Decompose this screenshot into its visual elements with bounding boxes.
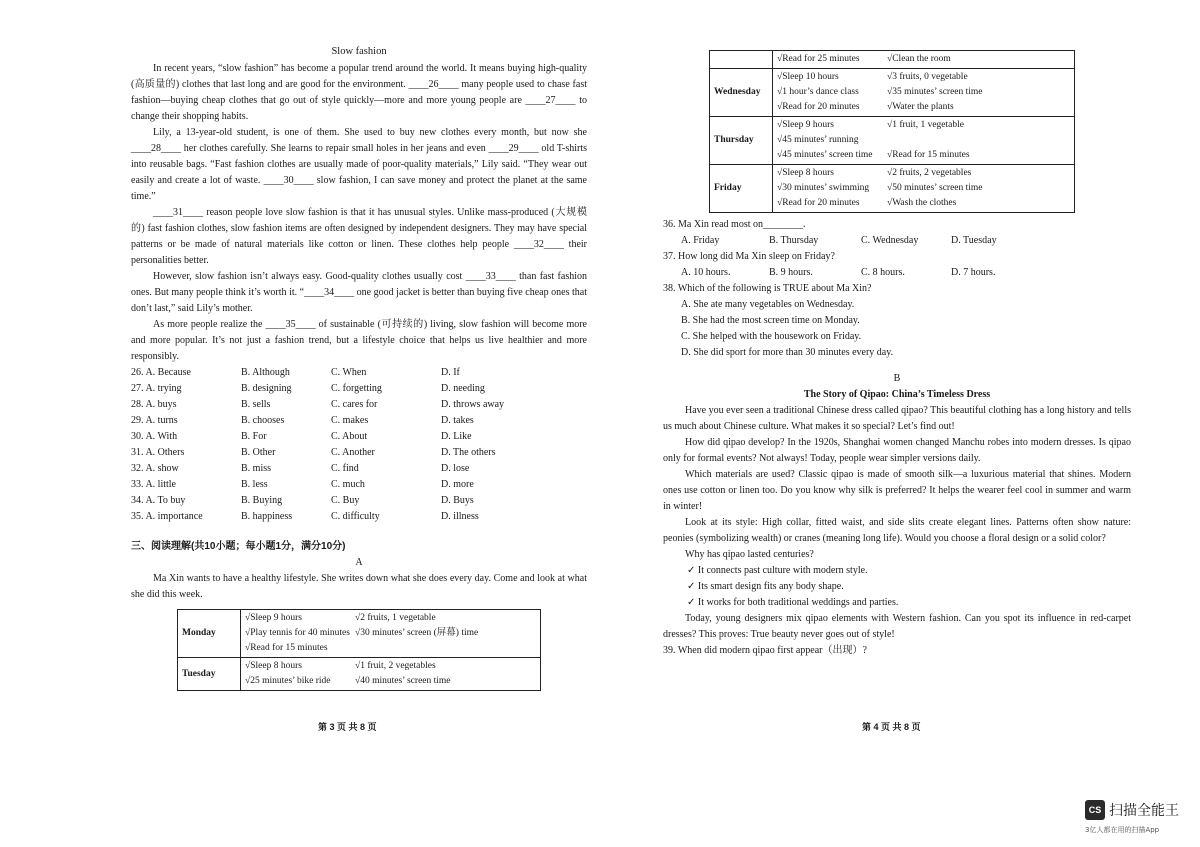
paragraph: Have you ever seen a traditional Chinese dress called qipao? This beautiful clothing has a long history and tells us much about Chinese culture. What makes it so special? Let’s find out! [663, 405, 1131, 432]
option-row: 30. A. With B. For C. About D. Like [131, 431, 472, 442]
option-row: 26. A. Because B. Although C. When D. If [131, 367, 460, 378]
question-39: 39. When did modern qipao first appear（出现）? [663, 645, 867, 656]
day-cell [710, 51, 773, 69]
checklist-item: ✓ It works for both traditional weddings and parties. [687, 597, 899, 608]
health-log-table [709, 50, 1075, 213]
entries-cell: √Sleep 10 hours √3 fruits, 0 vegetable √1 hour’s dance class √35 minutes’ screen time √Read for 20 minutes √Water the plants [773, 69, 1075, 117]
table-row [178, 610, 541, 658]
paragraph: Which materials are used? Classic qipao is made of smooth silk—a luxurious material that shines. Modern ones use cotton or linen too. Do you know why silk is preferred? It helps the wearer feel cool in summer and warm in winter! [663, 469, 1131, 512]
cloze-options [131, 365, 587, 525]
passage-label: B [893, 373, 901, 384]
question-38: 38. Which of the following is TRUE about Ma Xin? [663, 283, 872, 294]
question-37: 37. How long did Ma Xin sleep on Friday? [663, 251, 835, 262]
table-row [710, 51, 1075, 69]
paragraph: Look at its style: High collar, fitted waist, and side slits create elegant lines. Patterns often show nature: peonies (symbolizing wealth) or cranes (meaning long life). Would you choose a floral design or a solid color? [663, 517, 1131, 544]
question-36: 36. Ma Xin read most on________. [663, 219, 806, 230]
question-36-options: A. Friday B. Thursday C. Wednesday D. Tuesday [681, 235, 997, 246]
page-footer: 第 3 页 共 8 页 [318, 722, 377, 732]
checklist-item: ✓ It connects past culture with modern style. [687, 565, 868, 576]
scanner-watermark [1085, 800, 1179, 820]
day-cell: Thursday [710, 117, 773, 165]
option-row: 28. A. buys B. sells C. cares for D. throws away [131, 399, 505, 410]
table-row [710, 69, 1075, 117]
entries-cell: √Sleep 8 hours √2 fruits, 2 vegetables √30 minutes’ swimming √50 minutes’ screen time √Read for 20 minutes √Wash the clothes [773, 165, 1075, 213]
paragraph: Why has qipao lasted centuries? [685, 549, 814, 560]
paragraph: Today, young designers mix qipao elements with Western fashion. Can you spot its influence in red-carpet dresses? This proves: True beauty never goes out of style! [663, 613, 1131, 640]
left-page [131, 40, 587, 691]
answer-choice: D. She did sport for more than 30 minutes every day. [681, 347, 894, 358]
day-cell: Wednesday [710, 69, 773, 117]
question-37-options: A. 10 hours. B. 9 hours. C. 8 hours. D. 7 hours. [681, 267, 996, 278]
paragraph: How did qipao develop? In the 1920s, Shanghai women changed Manchu robes into modern dresses. Is qipao only for formal events? Not always! Today, people wear simpler versions daily. [663, 437, 1131, 464]
option-row: 33. A. little B. less C. much D. more [131, 479, 474, 490]
entries-cell: √Sleep 9 hours √1 fruit, 1 vegetable √45 minutes’ running √45 minutes’ screen time √Read for 15 minutes [773, 117, 1075, 165]
section-heading: 三、阅读理解(共10小题；每小题1分，满分10分) [131, 541, 346, 552]
paragraph: However, slow fashion isn’t always easy. Good-quality clothes usually cost ____33____ than fast fashion ones. But many people think it’s worth it. “____34____ one good jacket is better than buying five cheap ones that don’t last,” said Lily’s mother. [131, 271, 587, 314]
checklist-item: ✓ Its smart design fits any body shape. [687, 581, 844, 592]
option-row: 31. A. Others B. Other C. Another D. The others [131, 447, 496, 458]
answer-choice: C. She helped with the housework on Friday. [681, 331, 862, 342]
entries-cell: √Read for 25 minutes √Clean the room [773, 51, 1075, 69]
day-cell: Tuesday [178, 658, 241, 691]
answer-choice: B. She had the most screen time on Monday. [681, 315, 860, 326]
table-row [710, 165, 1075, 213]
paragraph: ____31____ reason people love slow fashion is that it has unusual styles. Unlike mass-produced (大规模的) fast fashion clothes, slow fashion items are often designed by independent designers. They may have special patterns or be made of natural materials like cotton or linen. These clothes help people ____32____ their personalities better. [131, 207, 587, 266]
day-cell: Friday [710, 165, 773, 213]
right-page [663, 50, 1131, 659]
paragraph: In recent years, “slow fashion” has become a popular trend around the world. It means buying high-quality (高质量的) clothes that last long and are good for the environment. ____26____ many people used to chase fast fashion—buying cheap clothes that go out of style quickly—more and more young people are ____27____ to change their shopping habits. [131, 63, 587, 122]
paragraph: As more people realize the ____35____ of sustainable (可持续的) living, slow fashion will become more and more popular. It’s not just a fashion trend, but a lifestyle choice that helps us live healthier and more responsibly. [131, 319, 587, 362]
passage-title: Slow fashion [331, 46, 387, 57]
table-row [710, 117, 1075, 165]
passage-label: A [355, 557, 363, 568]
entries-cell: √Sleep 9 hours √2 fruits, 1 vegetable √Play tennis for 40 minutes √30 minutes’ screen (屏幕) time √Read for 15 minutes [241, 610, 541, 658]
entries-cell: √Sleep 8 hours √1 fruit, 2 vegetables √25 minutes’ bike ride √40 minutes’ screen time [241, 658, 541, 691]
option-row: 35. A. importance B. happiness C. difficulty D. illness [131, 511, 479, 522]
paragraph: Lily, a 13-year-old student, is one of them. She used to buy new clothes every month, but now she ____28____ her clothes carefully. She learns to repair small holes in her jeans and even ____29____ old T-shirts into reusable bags. “Fast fashion clothes are usually made of poor-quality materials,” Lily said. “They wear out easily and create a lot of waste. ____30____ slow fashion, I can save money and protect the planet at the same time.” [131, 127, 587, 202]
passage-title: The Story of Qipao: China’s Timeless Dress [803, 389, 991, 400]
health-log-table [177, 609, 541, 691]
option-row: 27. A. trying B. designing C. forgetting D. needing [131, 383, 485, 394]
option-row: 34. A. To buy B. Buying C. Buy D. Buys [131, 495, 474, 506]
scanner-app-name: 扫描全能王 [1109, 803, 1179, 819]
scanner-tagline: 3亿人都在用的扫描App [1085, 826, 1160, 834]
day-cell: Monday [178, 610, 241, 658]
table-row [178, 658, 541, 691]
passage-intro: Ma Xin wants to have a healthy lifestyle. She writes down what she does every day. Come and look at what she did this week. [131, 573, 587, 600]
page-footer: 第 4 页 共 8 页 [862, 722, 921, 732]
scanner-logo-icon: CS [1085, 800, 1105, 820]
option-row: 32. A. show B. miss C. find D. lose [131, 463, 470, 474]
answer-choice: A. She ate many vegetables on Wednesday. [681, 299, 855, 310]
option-row: 29. A. turns B. chooses C. makes D. takes [131, 415, 474, 426]
